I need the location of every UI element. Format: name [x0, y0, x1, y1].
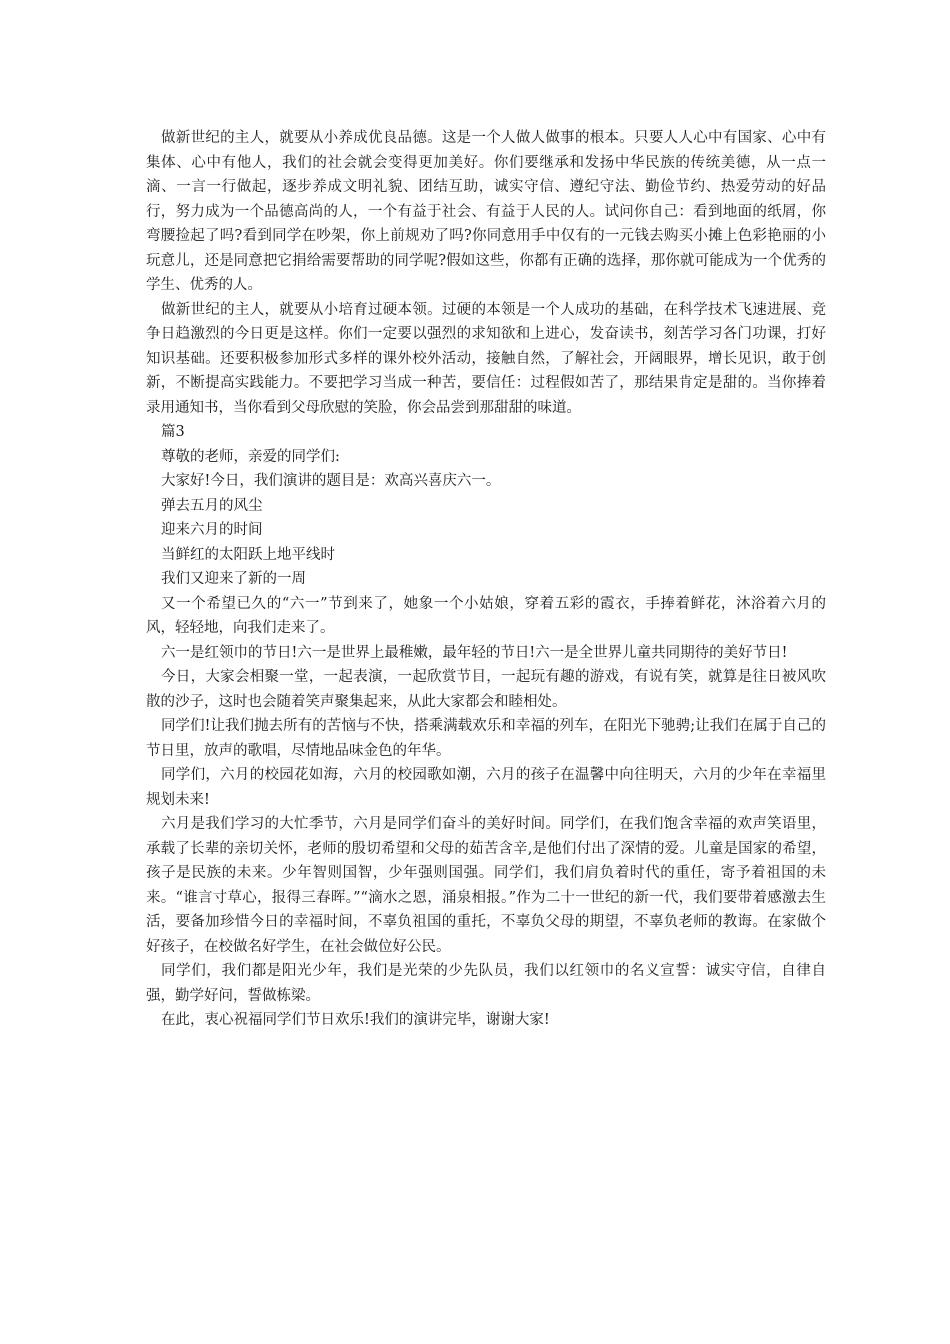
document-body [146, 126, 826, 1033]
paragraph-gathering: 今日，大家会相聚一堂，一起表演，一起欣赏节目，一起玩有趣的游戏，有说有笑，就算是往日被风吹散的沙子，这时也会随着笑声聚集起来，从此大家都会和睦相处。 [146, 669, 826, 710]
poem-line: 当鲜红的太阳跃上地平线时 [161, 546, 335, 563]
paragraph-virtue: 做新世纪的主人，就要从小养成优良品德。这是一个人做人做事的根本。只要人人心中有国家、心中有集体、心中有他人，我们的社会就会变得更加美好。你们要继承和发扬中华民族的传统美德，从一点一滴、一言一行做起，逐步养成文明礼貌、团结互助，诚实守信、遵纪守法、勤俭节约、热爱劳动的好品行，努力成为一个品德高尚的人，一个有益于社会、有益于人民的人。试问你自己：看到地面的纸屑，你弯腰捡起了吗?看到同学在吵架，你上前规劝了吗?你同意用手中仅有的一元钱去购买小摊上色彩艳丽的小玩意儿，还是同意把它捐给需要帮助的同学呢?假如这些，你都有正确的选择，那你就可能成为一个优秀的学生、优秀的人。 [146, 130, 826, 293]
section-heading: 篇3 [161, 424, 185, 440]
paragraph-joy: 同学们!让我们抛去所有的苦恼与不快，搭乘满载欢乐和幸福的列车，在阳光下驰骋;让我们在属于自己的节日里，放声的歌唱，尽情地品味金色的年华。 [146, 718, 826, 759]
paragraph-june-study: 六月是我们学习的大忙季节，六月是同学们奋斗的美好时间。同学们，在我们饱含幸福的欢声笑语里，承载了长辈的亲切关怀，老师的殷切希望和父母的茹苦含辛,是他们付出了深情的爱。儿童是国家的希望，孩子是民族的未来。少年智则国智，少年强则国强。同学们，我们肩负着时代的重任，寄予着祖国的未来。“谁言寸草心，报得三春晖。”“滴水之恩，涌泉相报。”作为二十一世纪的新一代，我们要带着感激去生活，要备加珍惜今日的幸福时间，不辜负祖国的重托，不辜负父母的期望，不辜负老师的教诲。在家做个好孩子，在校做名好学生，在社会做位好公民。 [146, 816, 826, 955]
paragraph-childrens-day: 又一个希望已久的“六一”节到来了，她象一个小姑娘，穿着五彩的霞衣，手捧着鲜花，沐浴着六月的风，轻轻地，向我们走来了。 [146, 595, 826, 636]
greeting-line: 大家好!今日，我们演讲的题目是：欢高兴喜庆六一。 [161, 473, 501, 489]
paragraph-skills: 做新世纪的主人，就要从小培育过硬本领。过硬的本领是一个人成功的基础，在科学技术飞速进展、竞争日趋激烈的今日更是这样。你们一定要以强烈的求知欲和上进心，发奋读书，刻苦学习各门功课，打好知识基础。还要积极参加形式多样的课外校外活动，接触自然，了解社会，开阔眼界，增长见识，敢于创新，不断提高实践能力。不要把学习当成一种苦，要信任：过程假如苦了，那结果肯定是甜的。当你捧着录用通知书，当你看到父母欣慰的笑脸，你会品尝到那甜甜的味道。 [146, 301, 826, 416]
poem-line: 我们又迎来了新的一周 [161, 571, 306, 587]
paragraph-pledge: 同学们，我们都是阳光少年，我们是光荣的少先队员，我们以红领巾的名义宣誓：诚实守信，自律自强，勤学好问，誓做栋梁。 [146, 963, 826, 1004]
paragraph-closing: 在此，衷心祝福同学们节日欢乐!我们的演讲完毕，谢谢大家! [161, 1012, 550, 1028]
poem-line: 弹去五月的风尘 [161, 497, 263, 514]
poem-line: 迎来六月的时间 [161, 522, 263, 538]
paragraph-red-scarf: 六一是红领巾的节日!六一是世界上最稚嫩，最年轻的节日!六一是全世界儿童共同期待的美好节日! [161, 644, 788, 661]
salutation: 尊敬的老师，亲爱的同学们: [161, 448, 340, 465]
paragraph-june-campus: 同学们，六月的校园花如海，六月的校园歌如潮，六月的孩子在温馨中向往明天，六月的少年在幸福里规划未来! [146, 767, 826, 808]
